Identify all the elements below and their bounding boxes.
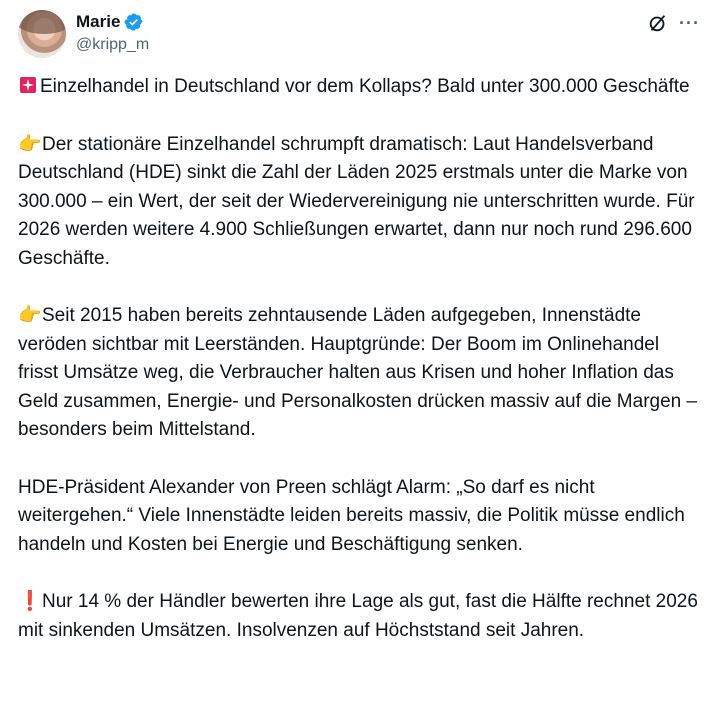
avatar[interactable] bbox=[18, 10, 66, 58]
post-paragraph-1-text: Einzelhandel in Deutschland vor dem Kollaps? Bald unter 300.000 Geschäfte bbox=[40, 76, 690, 97]
post-paragraph-5-text: Nur 14 % der Händler bewerten ihre Lage als gut, fast die Hälfte rechnet 2026 mit sinkenden Umsätzen. Insolvenzen auf Höchststand seit Jahren. bbox=[18, 591, 698, 641]
siren-emoji bbox=[18, 75, 38, 95]
post-paragraph-3-text: Seit 2015 haben bereits zehntausende Läden aufgegeben, Innenstädte veröden sichtbar mit Leerständen. Hauptgründe: Der Boom im Onlinehandel frisst Umsätze weg, die Verbraucher halten aus Krisen und hoher Inflation das Geld zusammen, Energie- und Personalkosten drücken massiv auf die Margen – besonders beim Mittelstand. bbox=[18, 305, 698, 440]
post-paragraph-2-text: Der stationäre Einzelhandel schrumpft dramatisch: Laut Handelsverband Deutschland (HDE) sinkt die Zahl der Läden 2025 erstmals unter die Marke von 300.000 – ein Wert, der seit der Wiedervereinigung nie unterschritten wurde. Für 2026 werden weitere 4.900 Schließungen erwartet, dann nur noch rund 296.600 Geschäfte. bbox=[18, 133, 695, 269]
verified-badge-icon bbox=[124, 12, 144, 32]
post-paragraph-1 bbox=[18, 73, 698, 102]
point-right-emoji: 👉 bbox=[18, 133, 42, 155]
exclamation-emoji: ❗ bbox=[18, 591, 42, 612]
author-name[interactable]: Marie bbox=[76, 12, 121, 31]
post-text bbox=[18, 73, 698, 674]
post-actions bbox=[647, 12, 700, 34]
author-handle[interactable]: @kripp_m bbox=[76, 36, 150, 53]
post-paragraph-3 bbox=[18, 302, 698, 445]
grok-icon[interactable] bbox=[647, 12, 669, 34]
point-right-emoji: 👉 bbox=[18, 305, 42, 326]
post-paragraph-4 bbox=[18, 474, 698, 560]
author-name-row bbox=[76, 11, 144, 33]
post-header bbox=[18, 8, 700, 60]
post-paragraph-4-text: HDE-Präsident Alexander von Preen schlägt Alarm: „So darf es nicht weitergehen.“ Viele Innenstädte leiden bereits massiv, die Politik müsse endlich handeln und Kosten bei Energie und Beschäftigung senken. bbox=[18, 476, 685, 555]
post-paragraph-5 bbox=[18, 588, 698, 645]
post-paragraph-2 bbox=[18, 131, 698, 274]
more-icon[interactable]: ··· bbox=[679, 13, 700, 33]
